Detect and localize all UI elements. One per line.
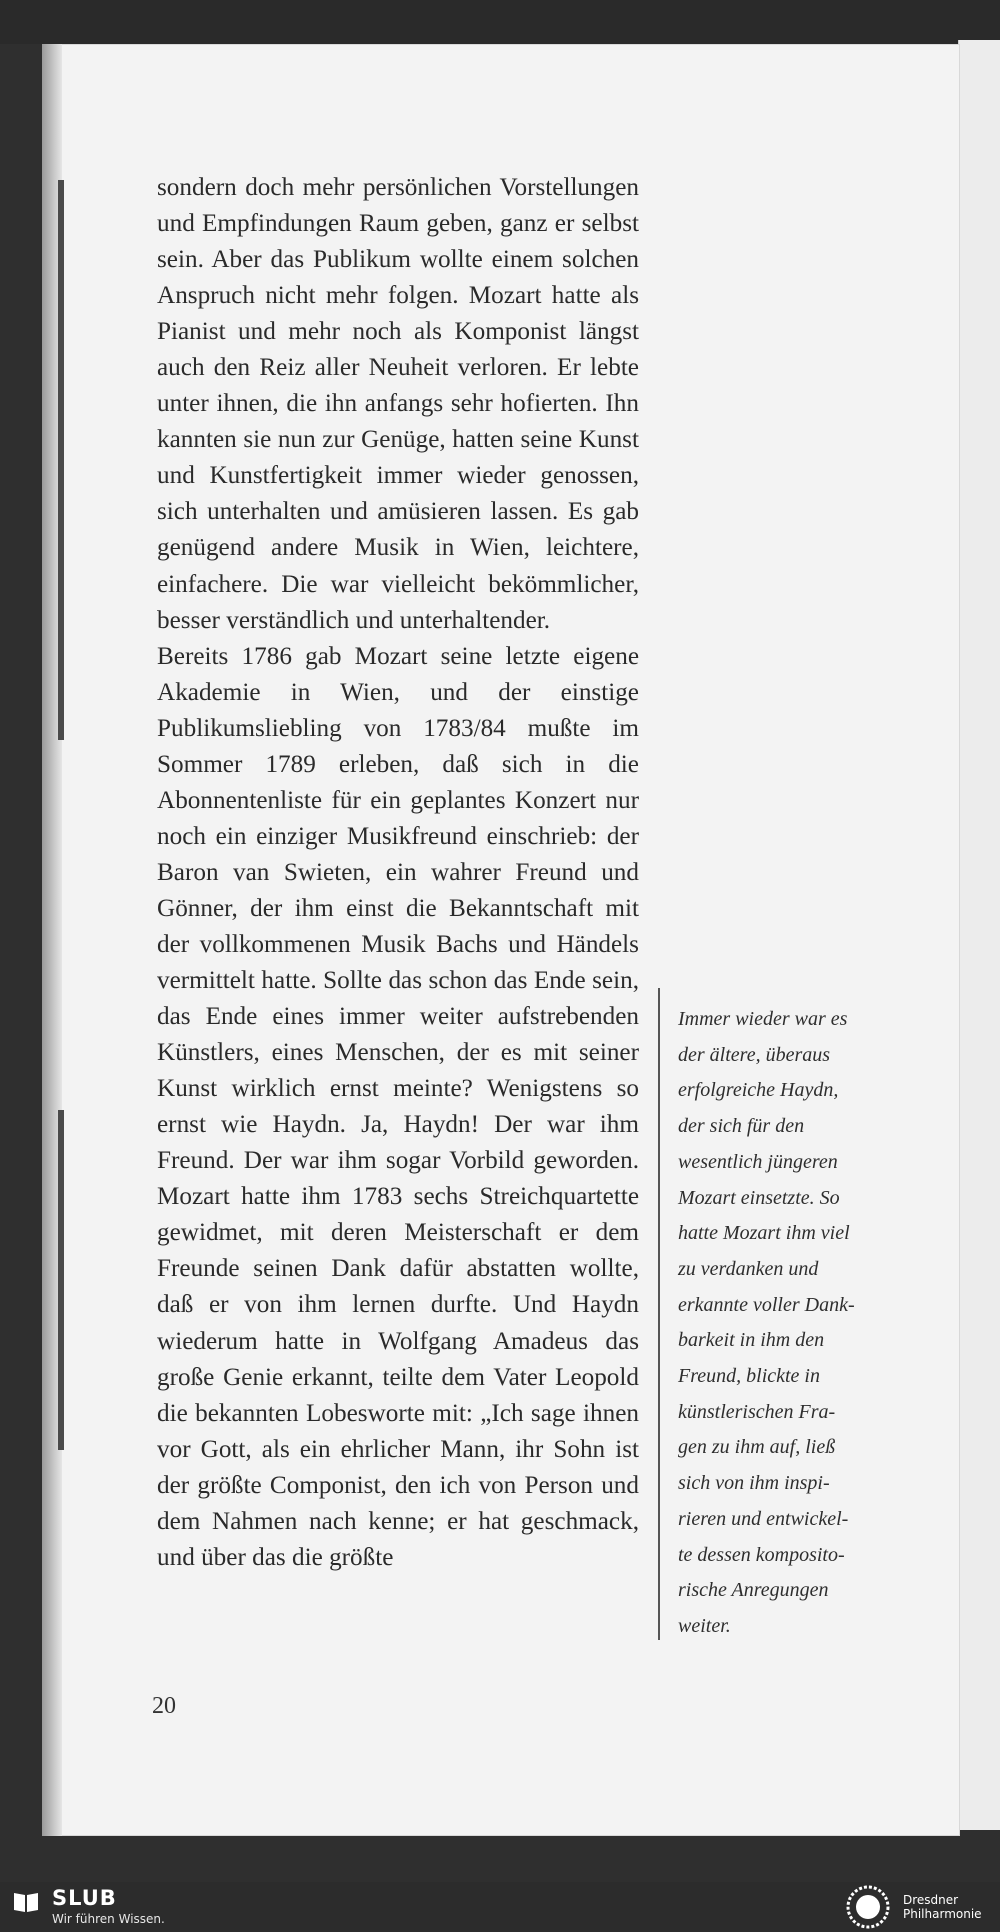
next-page-edge	[958, 40, 1000, 1830]
slub-logo-text: SLUB	[52, 1886, 117, 1910]
body-paragraph: sondern doch mehr persönlichen Vorstellungen und Empfindungen Raum geben, ganz er selbst sein. Aber das Publikum wollte einem solchen Anspruch nicht mehr folgen. Mozart hatte als Pianist und mehr noch als Komponist längst auch den Reiz aller Neuheit verloren. Er lebte unter ihnen, die ihn anfangs sehr hofierten. Ihn kannten sie nun zur Genüge, hatten seine Kunst und Kunstfertigkeit immer wieder genossen, sich unterhalten und amüsieren lassen. Es gab genügend andere Musik in Wien, leichtere, einfachere. Die war vielleicht bekömmlicher, besser verständlich und unterhaltender.	[157, 174, 639, 634]
slub-book-icon	[12, 1890, 40, 1914]
body-text	[157, 170, 639, 1576]
spine-binding-strip	[58, 180, 64, 740]
spine-binding-strip	[58, 1110, 64, 1450]
scan-background-top	[0, 0, 1000, 44]
sidebar-quote: Immer wieder war es der ältere, überaus erfolgreiche Haydn, der sich für den wesentlich jüngeren Mozart einsetzte. So hatte Mozart ihm viel zu verdanken und erkannte voller Dank- barkeit in ihm den Freund, blickte in künstlerischen Fra- gen zu ihm auf, ließ sich von ihm inspi- rieren und entwickel- te dessen komposito- rische Anregungen weiter.	[678, 1008, 855, 1637]
sidebar-rule	[658, 988, 660, 1640]
philharmonie-line2: Philharmonie	[903, 1907, 982, 1921]
philharmonie-line1: Dresdner	[903, 1893, 959, 1907]
body-paragraph: Bereits 1786 gab Mozart seine letzte eigene Akademie in Wien, und der einstige Publikumsliebling von 1783/84 mußte im Sommer 1789 erleben, daß sich in die Abonnentenliste für ein geplantes Konzert nur noch ein einziger Musikfreund einschrieb: der Baron van Swieten, ein wahrer Freund und Gönner, der ihm einst die Bekanntschaft mit der vollkommenen Musik Bachs und Händels vermittelt hatte. Sollte das schon das Ende sein, das Ende eines immer weiter aufstrebenden Künstlers, eines Menschen, der es mit seiner Kunst wirklich ernst meinte? Wenigstens so ernst wie Haydn. Ja, Haydn! Der war ihm Freund. Der war ihm sogar Vorbild geworden. Mozart hatte ihm 1783 sechs Streichquartette gewidmet, mit deren Meisterschaft er dem Freunde seinen Dank dafür abstatten wollte, daß er von ihm lernen durfte. Und Haydn wiederum hatte in Wolfgang Amadeus das große Genie erkannt, teilte dem Vater Leopold die bekannten Lobesworte mit: „Ich sage ihnen vor Gott, als ein ehrlicher Mann, ihr Sohn ist der größte Componist, den ich von Person und dem Nahmen nach kenne; er hat geschmack, und über das die größte	[157, 642, 639, 1571]
slub-tagline: Wir führen Wissen.	[52, 1912, 165, 1926]
page-number: 20	[152, 1693, 176, 1719]
philharmonie-logo-icon	[842, 1884, 894, 1930]
philharmonie-logo-text	[903, 1893, 998, 1921]
